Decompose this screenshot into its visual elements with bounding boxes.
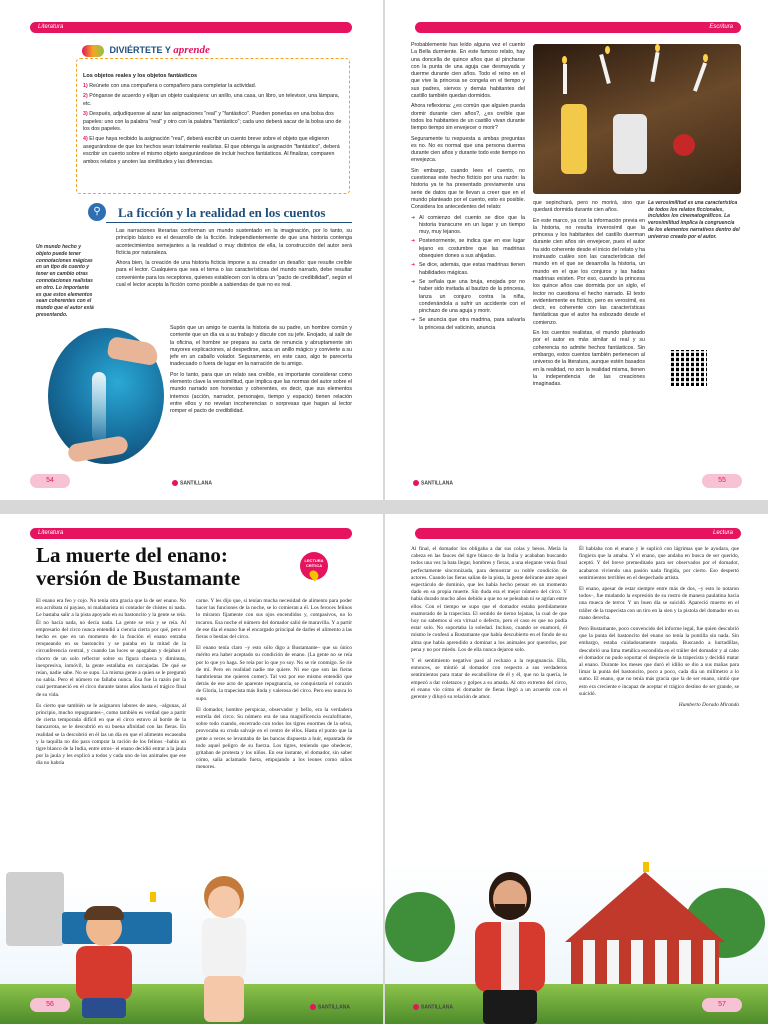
page-number: 55: [702, 474, 742, 488]
page-57: [385, 514, 768, 1024]
woody-figure: [561, 104, 587, 174]
flag-icon: [150, 892, 156, 902]
story-col-3: Al final, el domador los obligaba a dar sus colas y besos. Metía la cabeza en las fauces del tigre blanco de la India y acababan buscando todos una vez la bata llegar, hombres y fieras, a una elegante venia final perfectamente sincronizada, para demostrar su noble condición de actores. Cuando las fieras salían de la pista, la gente delirante ante aquel espectáculo de dominio, que les había hecho pensar en un momento dado en su propia muerte. Sin duda era el mejor número del circo. Y había durado mucho años debido a que no se peleaban ni se agrían entre ellos. Con el tiempo se supo que el domador estaba perdidamente enamorado de la trapecista. El sentido de tierno lejanas, la cual de que hoy no sabemos si era virtual o defecto, pero el caso es que no podía estar solo. No soportaba la soledad. Incluso, cuando se enamoró, él mismo le confesó a Bustamante que había descubierto en el fondo de su alma que había aprendido a dominar a los animales por quererlos, por pena y no por miedo. Los de ella nunca dejaron solo. Y el sentimiento negativo pasó al rechazo a la repugnancia. Ella, entonces, se mintió al domador con respecto a sus verdaderos sentimientos para tratar de escabullirse de él y él, que no la quería, le empezó a dar coletazos y golpes a su amada. Al otro extremo del circo, el enano vio cómo el domador de fieras llegó a un acuerdo con el gerente y diluyó su relación de amor.: [411, 546, 567, 701]
list-item: 2) Pónganse de acuerdo y elijan un objeto cualquiera: un anillo, una casa, un libro, un televisor, una lámpara, etc.: [83, 93, 340, 107]
activity-list: [83, 83, 343, 166]
list-item: ➜ Posteriormente, se indica que en ese lugar lejano es costumbre que las madrinas obsequien dones a sus ahijadas.: [411, 238, 525, 260]
qr-code-pattern: [671, 350, 707, 386]
page-number: 56: [30, 998, 70, 1012]
diviertete-subtitle: Los objetos reales y los objetos fantásticos: [83, 73, 198, 79]
list-item: ➜ Se anuncia que otra madrina, para salvarla la princesa del vaticinio, anuncia: [411, 317, 525, 332]
publisher-logo: SANTILLANA: [172, 480, 212, 486]
trailer: [6, 872, 64, 946]
page-header: [415, 528, 741, 539]
publisher-logo: SANTILLANA: [413, 480, 453, 486]
publisher-logo: SANTILLANA: [310, 1004, 350, 1010]
hand-top: [106, 336, 159, 366]
header-label: Escritura: [709, 24, 733, 30]
body-col-2: que sepinchará, pero no morirá, sino que quedará dormida durante cien años. En este marco, ya con la información previa en la historia, no resulta inverosímil que la princesa y los habitantes del castillo duerman durante cien años sin envejecer, pues el autor ha sido coherente desde el inicio del relato y ha insinuado cuáles son las características del mundo en el que se desarrolla la historia, un mundo en el que los conjuros y las hadas madrinas existen. Por eso, cuando la princesa los quince años cae dormida por un siglo, el lector no cuestiona el hecho narrado. El texto evidentemente es ficticio, pero es verosímil, es decir, es coherente con las características fantásticas que el autor ha esbozado desde el comienzo. En los cuentos realistas, el mundo planteado por el autor es más similar al real y su coherencia no admite hechos fantásticos. Sin embargo, estos cuentos también pertenecen al universo de la literatura, aunque estén basados en la realidad, no son la realidad misma, tienen la independencia de las creaciones imaginadas.: [533, 200, 645, 388]
page-number: 54: [30, 474, 70, 488]
body-text-2: Supón que un amigo te cuenta la historia de su padre, un hombre común y corriente que un día va a su trabajo y discute con su jefe. Enojado, al salir de la oficina, el hombre se prepara su carta de renuncia y abruptamente sin mayores explicaciones, al despedirse, saca un anillo mágico y convierte a su jefe en un caballo volador. Seguramente, en este caso, algo te parecería inadecuado o fuera de lugar en la narración de tu amigo. Por lo tanto, para que un relato sea creíble, es importante considerar como elemento clave la verosimilitud, que implica que las normas del autor sobre el mundo narrado son honestas y coherentes, es decir, que sus elementos internos (acción, narrador, personajes, tiempo y espacio) tienen relación entre ellos y no revelan incoherencias o sorpresas que hagan al lector romper el pacto de credibilidad.: [170, 325, 352, 415]
section-title: La ficción y la realidad en los cuentos: [118, 205, 326, 220]
trapeze-artist-character: [184, 876, 264, 1024]
tree: [385, 892, 455, 962]
tamer-character: [465, 872, 555, 1024]
list-item: ➜ Se dice, además, que estas madrinas tienen habilidades mágicas.: [411, 262, 525, 277]
dwarf-character: [72, 910, 136, 1020]
list-item: 4) El que haya recibido la asignación "real", deberá escribir un cuento breve sobre el objeto que eligieron asegurándose de que los hechos sean totalmente realistas. El que obtenga la asignación "fantástico", deberá escribir un cuento sobre el mismo objeto asegurándose de incluir hechos fantásticos. Al finalizar, comparen ambos relatos y anoten las similitudes y las diferencias.: [83, 136, 340, 165]
location-pin-icon: [308, 569, 321, 582]
circus-tent-body: [571, 940, 719, 990]
list-item: 3) Después, adjudíquense al azar las asignaciones "real" y "fantástico". Pueden ponerlas en una bolsa dos papeles: uno con la palabra "real" y otro con la palabra "fantástico"; cada uno deberá sacar de la bolsa uno de los dos papeles.: [83, 111, 342, 133]
brush-icon: [82, 45, 104, 57]
photo-caption: La verosimilitud es una característica de todos los relatos ficcionales, incluidos los cinematográficos. La verosimilitud implica la congruencia de los elementos narrativos dentro del universo creado por el autor.: [648, 200, 740, 240]
bullet-list: [411, 215, 525, 332]
magic-hands-image: [48, 328, 164, 464]
header-label: Literatura: [38, 530, 64, 536]
page-header: [30, 22, 352, 33]
story-title: La muerte del enano: versión de Bustamante: [36, 543, 241, 590]
header-label: Lectura: [712, 530, 733, 536]
diviertete-box: [76, 58, 350, 194]
body-col-1: Probablemente has leído alguna vez el cuento La Bella durmiente. En este famoso relato, hay una doncella de quince años que al pincharse con la punta de una aguja cae desmayada y duerme durante cien años. Todo el reino en el que vive la princesa se congela en el tiempo y sus padres, siervos y demás habitantes del castillo también quedan dormidos. Ahora reflexiona: ¿es común que alguien pueda dormir durante cien años?, ¿es creíble que todos los habitantes de un castillo vivan durante tiempo tiempo sin envejecer o morir? Seguramente tu respuesta a ambas preguntas es no. No es normal que una persona duerma durante cien años y durante todo este tiempo no envejezca. Sin embargo, cuando lees el cuento, no cuestionas este hecho ficticio por una razón: la historia ya te ha presentado previamente una serie de datos que te llevan a creer que en el mundo planteado por el cuento, esto es posible. Considera los antecedentes del relato: ➜ Al comienzo del cuento se dice que la historia transcurre en un lugar y un tiempo muy, muy lejanos. ➜ Posteriormente, se indica que en ese lugar lejano es costumbre que las madrinas obsequien dones a sus ahijadas. ➜ Se dice, además, que estas madrinas tienen habilidades mágicas. ➜ Se señala que una bruja, enojada por no haber sido invitada al bautizo de la princesa, lanza un conjuro contra la niña, condenándola a sufrir un accidente con el pinchazo de una aguja y morir. ➜ Se anuncia que otra madrina, para salvarla la princesa del vaticinio, anuncia: [411, 42, 525, 332]
magnifier-icon: ⚲: [88, 203, 106, 221]
page-55: [385, 0, 768, 500]
story-col-4: Él hablaba con el enano y le suplicó con lágrimas que le ayudara, que fingiera que la amaba. Y el enano, que andaba en busca de ser querido, aceptó. Y del breve premeditado para ser observados por el domador, acabaron viviendo una pasión nada fingida, por cierto. Eso despertó sentimientos terribles en el despechado artista. El enano, apesar de estar siempre entre más de dos, –y esto lo notaron todos–, fue mudando la expresión de su rostro de manera paulatina hacia una mueca de terror. Y un buen día se suicidó. Apareció muerto en el tráiler de la trapecista con un tiro en la sien y la pistola del domador en su mano derecha. Pero Bustamante, poco convencido del informe legal, fue quien descubrió que la punta del bastoncito del enano no tenía la puntilla sin nada. Sin embargo, estaba cuidadosamente raspada. Buscando a hurtadillas, descubrió una lima metálica escondida en el tráiler del domador y al cabo el domador no pudo soportar el desprecio de la trapecista y decidió matar al enano. Durante los meses que duró el idilio se dio a sus mañas para limar la punta del bastoncito, poco a poco, cada día un milímetro a lo sumo. El enano, que no tenía más gracia que la de ser enano, sintió que esto era creciente e incapaz de aceptar el trágico destino de ser grande, se suicidó. Humberto Dorado Miranda: [579, 546, 739, 709]
body-text: Las narraciones literarias conforman un mundo sustentado en la imaginación, por lo tanto, su principio básico es el desarrollo de la ficción. Independientemente de que una historia contenga acontecimientos semejantes a la realidad o muy distintos de ella, la construcción del autor será ficticia por naturaleza. Ahora bien, la creación de una historia ficticia impone a su creador un desafío: que resulte creíble para el lector. Cualquiera que sea el tema o las características del mundo narrado, debe resultar conveniente para los receptores, quienes establecen con la obra un "pacto de credibilidad", según el cual el lector acepta la ficción como posible a sabiendas de que no es real.: [116, 228, 352, 289]
toy-story-photo: [533, 44, 741, 194]
title-divider: [106, 222, 352, 223]
list-item: 1) Reúnete con una compañera o compañero para completar la actividad.: [83, 83, 257, 89]
page-header: [415, 22, 741, 33]
diviertete-title: DIVIÉRTETE Y aprende: [82, 44, 210, 57]
lectura-critica-badge: LECTURA CRÍTICA: [300, 552, 328, 580]
page-54: [0, 0, 383, 500]
story-col-1: El enano era feo y cojo. No tenía otra gracia que la de ser enano. No era acróbata ni payaso, ni malabarista ni contador de chistes ni nada. Le bastaba salir a la pista apoyado en su bastoncito y la gente se reía. Él no hacía nada, no decía nada. La gente se reía y se reía. Al empresario del circo nunca entendió a ciencia cierta por qué, pero el hecho es que en un momento de la función el enano entraba renqueando en su bastoncito y se paraba en la mitad de la circunferencia central, y cuando las luces se apagaban y dejaban el chorro de un solo reflector sobre su figura chueca y diminuta, inexpresiva, inmóvil, la gente estallaba en carcajadas. De qué se reían, nadie sabe. No se supo. La misma gente a quien se le preguntó no sabía. Pero el número no fallaba nunca. Esa fue la razón por la cual permaneció en el circo durante tantos años hasta el trágico final de su vida. Es cierto que también se le asignaron labores de aseo, –algunas, al principio, mucho repugnantes–, como también es verdad que a partir de cierta temporada difícil en que el circo estuvo al borde de la bancarrota, se le descubrió en su buena afinidad con las fieras. En realidad se la descubrió en él las un día en que el alimento escaseaba y la taquilla no dio para comprar la ración de los felinos –había un tigre blanco de la India, entre otros– el enano decidió entrar a la jaula por la jaula y les explicó a todos y cada uno de los animales que ese día no habría: [36, 598, 186, 767]
flag-icon: [643, 862, 649, 872]
page-56: [0, 514, 383, 1024]
hand-bottom: [67, 435, 129, 463]
circus-tent-roof: [565, 872, 725, 942]
toy-piece: [673, 134, 695, 156]
buzz-figure: [613, 114, 647, 174]
side-note: Un mundo hecho y objeto puede tener connotaciones mágicas en un tipo de cuento y tener en cambio otras connotaciones realistas en otro. Lo importante es que estos elementos sean coherentes con el mundo que el autor está presentando.: [36, 244, 94, 318]
list-item: ➜ Al comienzo del cuento se dice que la historia transcurre en un lugar y un tiempo muy, muy lejanos.: [411, 215, 525, 237]
sparkle: [92, 372, 106, 442]
story-col-2: carne. Y les dijo que, si tenían mucha necesidad de alimento para poder hacer las funciones de la noche, se lo comieran a él. Los feroces felinos lo miraron fijamente con sus ojos encendidos y, compasivos, no lo tocaron. Esa noche el número del domador salió de maravilla. Y a partir de ese día el enano fue el encargado principal de darles el alimento a las fieras o bestias del circo. El enano tenía claro –y esto sólo digo a Bustamante– que su único mérito era haber aceptado su condición de enano. (La gente no se reía por lo que yo haga. Se reía por lo que yo soy. No se ríe conmigo. Se ríe de mí. Pero en realidad nadie me quiere. Ni ese que son las fieras hambrientas me quieren comer). Tal vez por ese mismo entendió que detrás de ese acto de aparente repugnancia, se conquistaría el corazón de Gloria, la trapecista más linda y valerosa del circo. Pero eso nunca lo supo. El domador, hombre perspicaz, observador y bello, era la verdadera estrella del circo. Su número era de una magnificencia escalofriante, sobre todo cuando, encerrado con todos los tigres enormes de la selva, provocaba su cruda salvaje en el centro de ellos. Hasta el punto que la gente a veces se levantaba de las bancas dispuesta a huir, espantada de todo aquel peligro de su fuerza. Los tigres, teniendo que obedecer, gritaban de protesta y los niños. En ese instante, el domador, sin saber cómo, salía aclamado fuera, empujando a los leones como niños menores.: [196, 598, 352, 771]
header-label: Literatura: [38, 24, 64, 30]
author-name: Humberto Dorado Miranda: [678, 702, 739, 709]
publisher-logo: SANTILLANA: [413, 1004, 453, 1010]
page-number: 57: [702, 998, 742, 1012]
page-header: [30, 528, 352, 539]
list-item: ➜ Se señala que una bruja, enojada por no haber sido invitada al bautizo de la princesa, lanza un conjuro contra la niña, condenándola a sufrir un accidente con el pinchazo de una aguja y morir.: [411, 279, 525, 315]
